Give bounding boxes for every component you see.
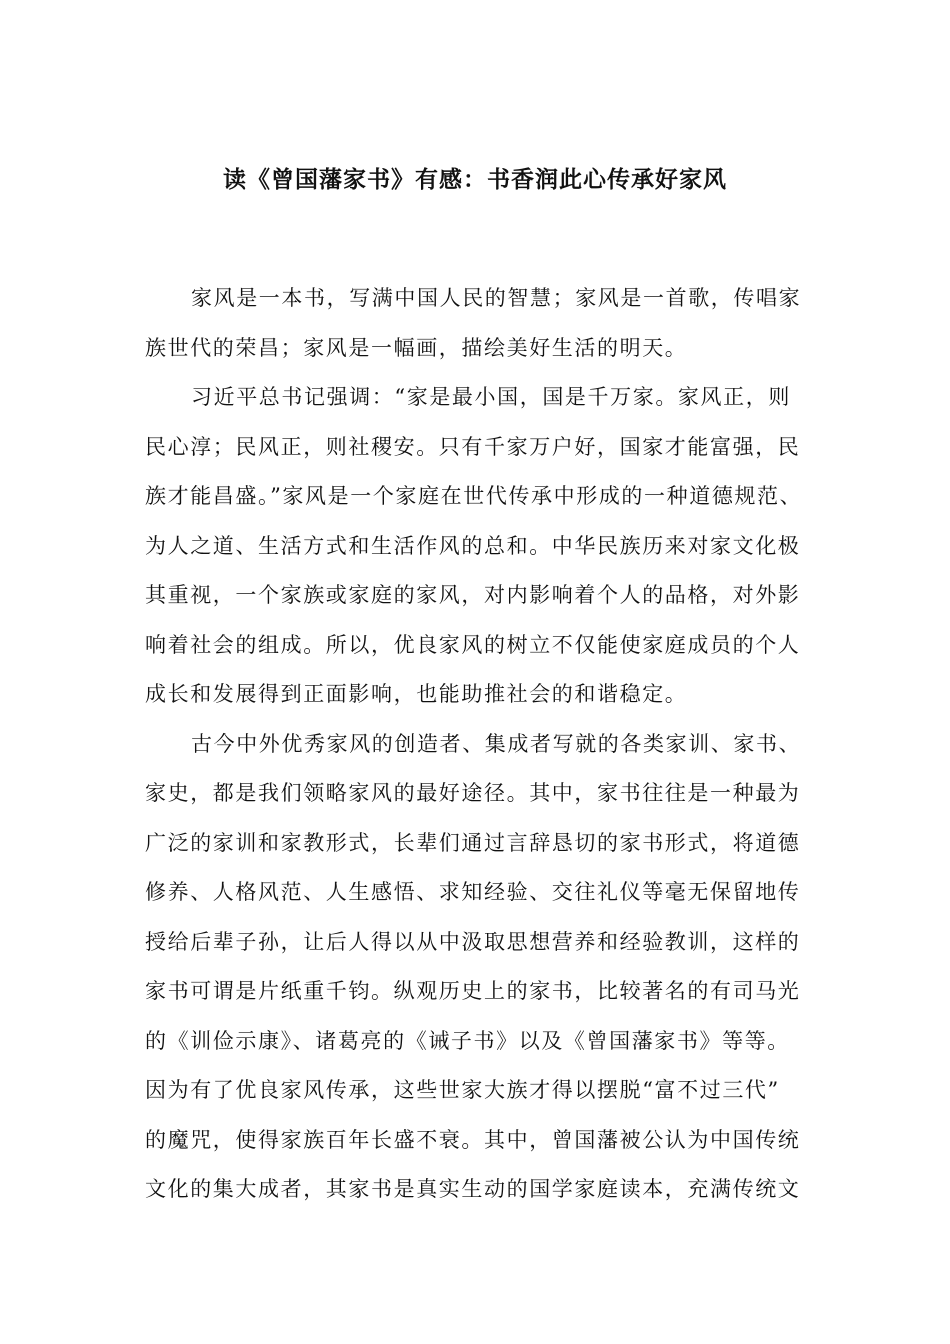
body-line: 家书可谓是片纸重千钧。纵观历史上的家书，比较著名的有司马光: [145, 979, 801, 1003]
body-line: 授给后辈子孙，让后人得以从中汲取思想营养和经验教训，这样的: [145, 929, 801, 954]
body-line: 成长和发展得到正面影响，也能助推社会的和谐稳定。: [145, 682, 688, 706]
body-line: 民心淳；民风正，则社稷安。只有千家万户好，国家才能富强，民: [145, 434, 801, 459]
body-line: 习近平总书记强调：“家是最小国，国是千万家。家风正，则: [191, 385, 791, 409]
body-line: 因为有了优良家风传承，这些世家大族才得以摆脱“富不过三代”: [145, 1078, 780, 1102]
body-line: 家风是一本书，写满中国人民的智慧；家风是一首歌，传唱家: [191, 286, 802, 310]
body-line: 的魔咒，使得家族百年长盛不衰。其中，曾国藩被公认为中国传统: [145, 1127, 801, 1152]
body-line: 族世代的荣昌；家风是一幅画，描绘美好生活的明天。: [145, 335, 688, 360]
body-line: 族才能昌盛。”家风是一个家庭在世代传承中形成的一种道德规范、: [145, 484, 803, 508]
body-line: 广泛的家训和家教形式，长辈们通过言辞恳切的家书形式，将道德: [145, 830, 801, 855]
body-line: 的《训俭示康》、诸葛亮的《诫子书》以及《曾国藩家书》等等。: [145, 1028, 790, 1053]
body-line: 为人之道、生活方式和生活作风的总和。中华民族历来对家文化极: [145, 533, 801, 558]
body-line: 其重视，一个家族或家庭的家风，对内影响着个人的品格，对外影: [145, 583, 801, 607]
body-line: 家史，都是我们领略家风的最好途径。其中，家书往往是一种最为: [145, 781, 801, 805]
body-line: 响着社会的组成。所以，优良家风的树立不仅能使家庭成员的个人: [145, 632, 801, 657]
document-title: 读《曾国藩家书》有感：书香润此心传承好家风: [223, 166, 727, 193]
document-body: [145, 274, 809, 1215]
body-line: 文化的集大成者，其家书是真实生动的国学家庭读本，充满传统文: [145, 1177, 801, 1201]
body-line: 古今中外优秀家风的创造者、集成者写就的各类家训、家书、: [191, 731, 802, 756]
body-line: 修养、人格风范、人生感悟、求知经验、交往礼仪等毫无保留地传: [145, 880, 801, 904]
